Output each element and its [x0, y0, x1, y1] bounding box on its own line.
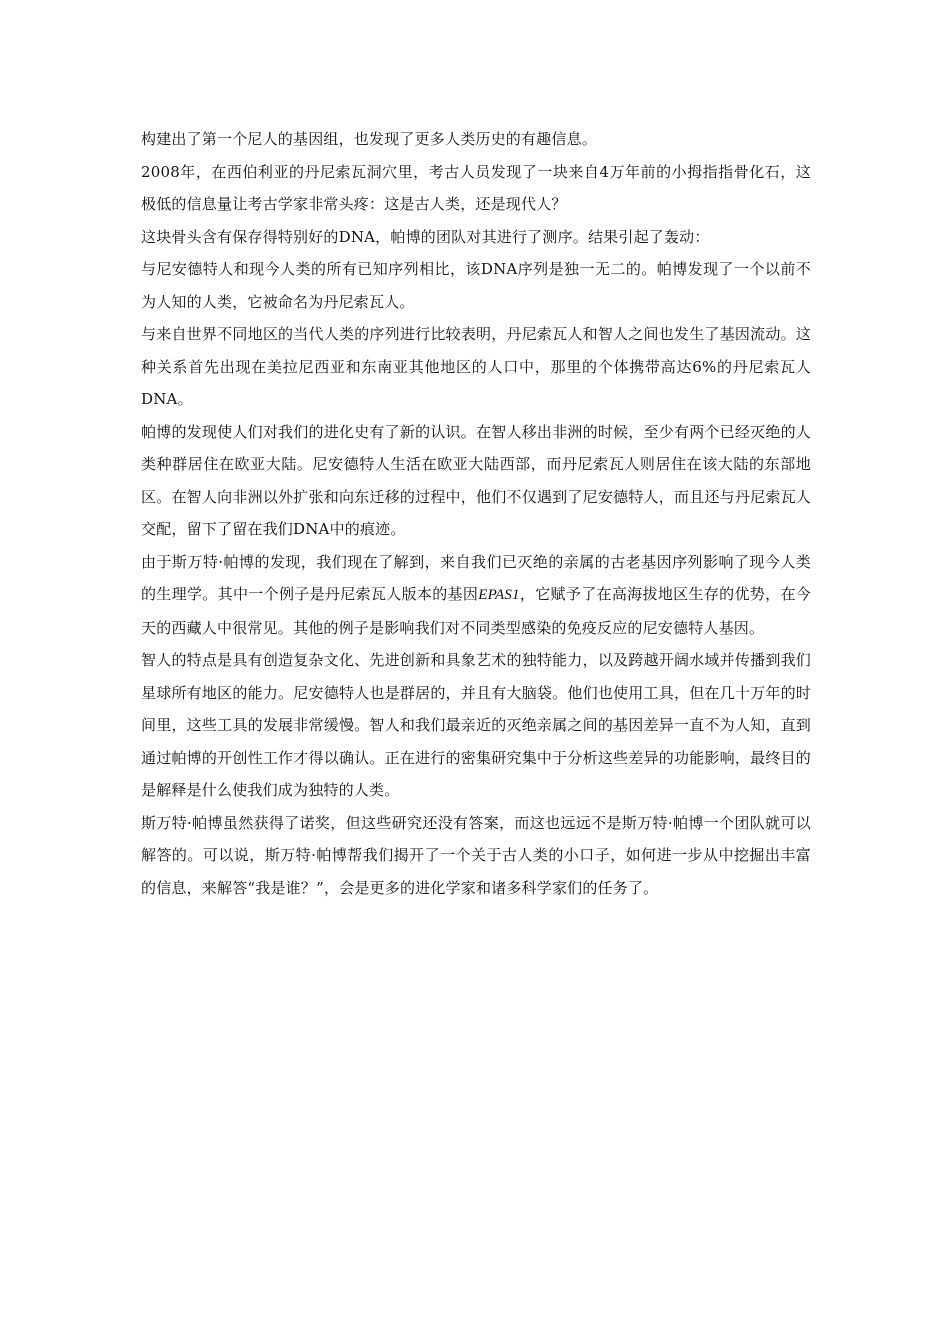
paragraph-epas1-gene — [141, 546, 811, 645]
paragraph-epas1-after: ，它赋予了在高海拔地区生存的优势，在今天的西藏人中很常见。其他的例子是影响我们对不同类型感染的免疫反应的尼安德特人基因。 — [141, 585, 811, 637]
paragraph-epas1-before: 由于斯万特·帕博的发现，我们现在了解到，来自我们已灭绝的亲属的古老基因序列影响了现今人类的生理学。其中一个例子是丹尼索瓦人版本的基因 — [141, 552, 811, 603]
paragraph-denisova-cave: 2008年，在西伯利亚的丹尼索瓦洞穴里，考古人员发现了一块来自4万年前的小拇指指骨化石，这极低的信息量让考古学家非常头疼：这是古人类，还是现代人？ — [141, 162, 811, 213]
paragraph-conclusion: 斯万特·帕博虽然获得了诺奖，但这些研究还没有答案，而这也远远不是斯万特·帕博一个团队就可以解答的。可以说，斯万特·帕博帮我们揭开了一个关于古人类的小口子，如何进一步从中挖掘出丰富的信息，来解答“我是谁？”，会是更多的进化学家和诸多科学家们的任务了。 — [141, 813, 811, 897]
paragraph-unique-sequence: 与尼安德特人和现今人类的所有已知序列相比，该DNA序列是独一无二的。帕博发现了一个以前不为人知的人类，它被命名为丹尼索瓦人。 — [141, 260, 811, 311]
paragraph-evolution-history: 帕博的发现使人们对我们的进化史有了新的认识。在智人移出非洲的时候，至少有两个已经灭绝的人类种群居住在欧亚大陆。尼安德特人生活在欧亚大陆西部，而丹尼索瓦人则居住在该大陆的东部地区。在智人向非洲以外扩张和向东迁移的过程中，他们不仅遇到了尼安德特人，而且还与丹尼索瓦人交配，留下了留在我们DNA中的痕迹。 — [141, 422, 811, 538]
paragraph-genome-intro: 构建出了第一个尼人的基因组，也发现了更多人类历史的有趣信息。 — [141, 130, 598, 148]
gene-name-epas1: EPAS1 — [478, 587, 520, 603]
paragraph-dna-sequencing: 这块骨头含有保存得特别好的DNA，帕博的团队对其进行了测序。结果引起了轰动： — [141, 227, 710, 246]
paragraph-gene-flow: 与来自世界不同地区的当代人类的序列进行比较表明，丹尼索瓦人和智人之间也发生了基因流动。这种关系首先出现在美拉尼西亚和东南亚其他地区的人口中，那里的个体携带高达6%的丹尼索瓦人DNA。 — [141, 325, 811, 408]
paragraph-homo-sapiens-traits: 智人的特点是具有创造复杂文化、先进创新和具象艺术的独特能力，以及跨越开阔水域并传播到我们星球所有地区的能力。尼安德特人也是群居的，并且有大脑袋。他们也使用工具，但在几十万年的时间里，这些工具的发展非常缓慢。智人和我们最亲近的灭绝亲属之间的基因差异一直不为人知，直到通过帕博的开创性工作才得以确认。正在进行的密集研究集中于分析这些差异的功能影响，最终目的是解释是什么使我们成为独特的人类。 — [141, 651, 811, 799]
document-body — [141, 123, 811, 904]
